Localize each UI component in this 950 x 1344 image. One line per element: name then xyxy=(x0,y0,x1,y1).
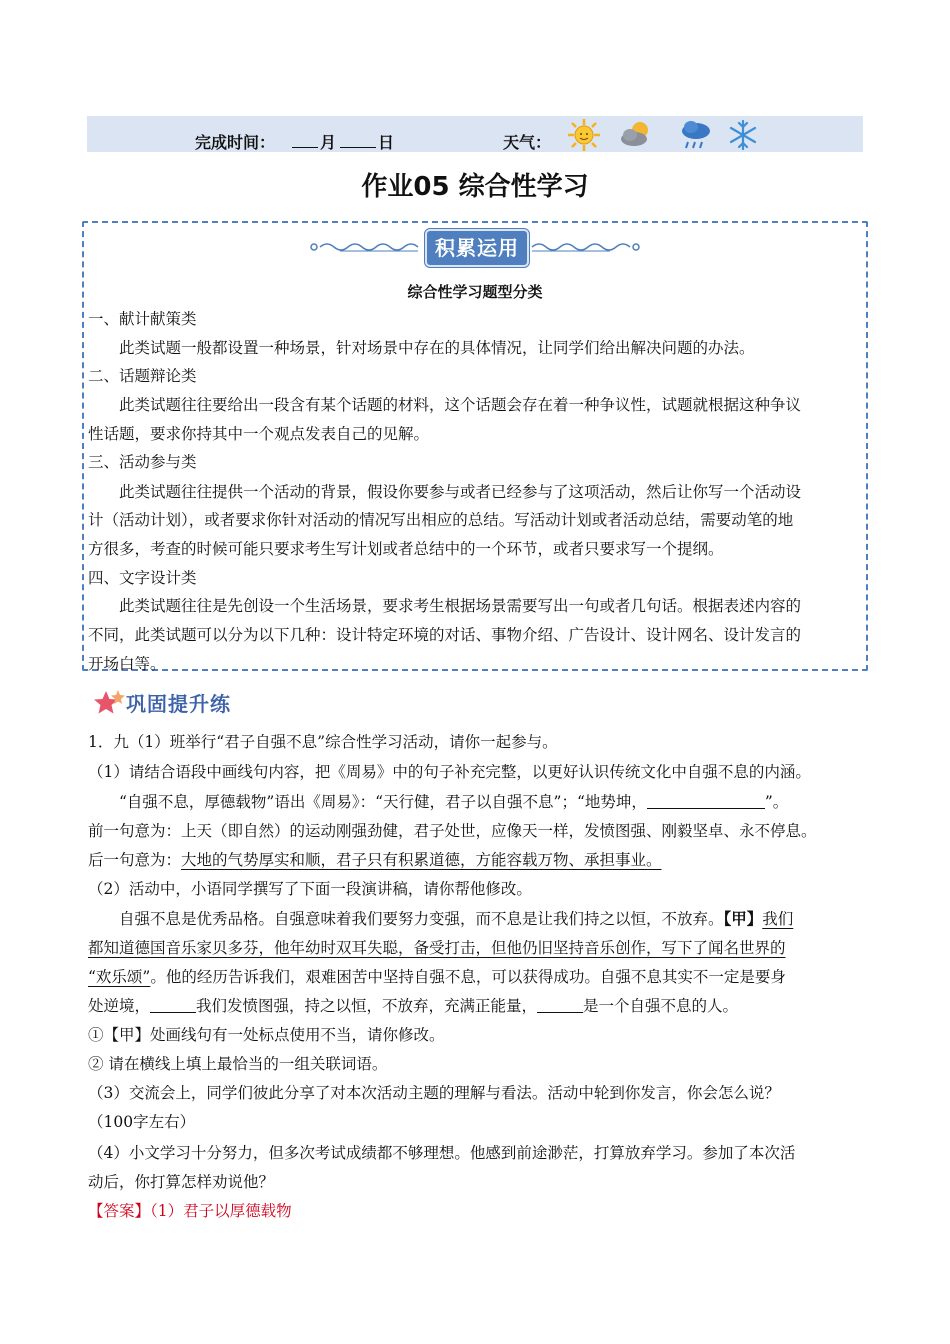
box-line: 四、文字设计类 xyxy=(88,569,197,587)
speech-text: 我们发愤图强，持之以恒，不放弃，充满正能量， xyxy=(196,997,538,1015)
question-1-part-1: （1）请结合语段中画线句内容，把《周易》中的句子补充完整，以更好认识传统文化中自强不息的内涵。 xyxy=(88,763,811,781)
speech-text: 处逆境， xyxy=(88,997,151,1015)
box-line: 此类试题往往提供一个活动的背景，假设你要参与或者已经参与了这项活动，然后让你写一个活动设 xyxy=(119,483,802,501)
partly-cloudy-icon[interactable] xyxy=(618,117,654,153)
section-title: 巩固提升练 xyxy=(126,692,231,716)
day-label: 日 xyxy=(378,133,395,152)
question-1-part-2: （2）活动中，小语同学撰写了下面一段演讲稿，请你帮他修改。 xyxy=(88,880,532,898)
box-line: 三、活动参与类 xyxy=(88,453,197,471)
box-subtitle: 综合性学习题型分类 xyxy=(407,283,543,301)
explanation-prefix: 后一句意为： xyxy=(88,851,182,869)
sun-icon[interactable] xyxy=(566,117,602,153)
completion-time-label: 完成时间： xyxy=(195,133,276,152)
section-consolidate xyxy=(92,686,292,720)
explanation-line: 前一句意为：上天（即自然）的运动刚强劲健，君子处世，应像天一样，发愤图强、刚毅坚卓、永不停息。 xyxy=(88,822,817,840)
speech-text: 。他的经历告诉我们，艰难困苦中坚持自强不息，可以获得成功。自强不息其实不一定是要身 xyxy=(150,968,786,986)
quote-text: “自强不息，厚德载物”语出《周易》：“天行健，君子以自强不息”；“地势坤， xyxy=(119,793,647,811)
box-line: 此类试题往往要给出一段含有某个话题的材料，这个话题会存在着一种争议性，试题就根据这种争议 xyxy=(119,396,802,414)
badge-decoration xyxy=(300,227,650,267)
mark-jia: 【甲】 xyxy=(723,909,763,928)
box-line: 性话题，要求你持其中一个观点发表自己的见解。 xyxy=(88,425,430,443)
rain-cloud-icon[interactable] xyxy=(678,117,714,153)
speech-line-4 xyxy=(88,996,738,1016)
month-blank[interactable] xyxy=(292,131,318,148)
answer-label: 【答案】 xyxy=(88,1202,151,1220)
question-1-part-3: （3）交流会上，同学们彼此分享了对本次活动主题的理解与看法。活动中轮到你发言，你会怎么说？ xyxy=(88,1084,780,1102)
speech-text: 自强不息是优秀品格。自强意味着我们要努力变强，而不息是让我们持之以恒，不放弃。 xyxy=(119,910,724,928)
speech-line-2 xyxy=(88,938,786,958)
speech-line-3 xyxy=(88,967,786,987)
box-line: 不同，此类试题可以分为以下几种：设计特定环境的对话、事物介绍、广告设计、设计网名、设计发言的 xyxy=(88,626,802,644)
sub-question-2: ② 请在横线上填上最恰当的一组关联词语。 xyxy=(88,1055,388,1073)
speech-underlined: 都知道德国音乐家贝多芬，他年幼时双耳失聪，备受打击，但他仍旧坚持音乐创作，写下了闻名世界的 xyxy=(88,939,786,957)
explanation-line-2 xyxy=(88,850,662,870)
star-icon xyxy=(92,688,126,718)
conjunction-blank-2[interactable] xyxy=(537,996,583,1013)
box-line: 方很多，考查的时候可能只要求考生写计划或者总结中的一个环节，或者只要求写一个提纲。 xyxy=(88,540,724,558)
speech-text: 是一个自强不息的人。 xyxy=(583,997,739,1015)
sub-question-1: ①【甲】处画线句有一处标点使用不当，请你修改。 xyxy=(88,1026,445,1044)
conjunction-blank-1[interactable] xyxy=(150,996,196,1013)
box-line: 计（活动计划），或者要求你针对活动的情况写出相应的总结。写活动计划或者活动总结，需要动笔的地 xyxy=(88,511,794,529)
answer-text: （1）君子以厚德载物 xyxy=(150,1202,292,1220)
quote-end: ”。 xyxy=(764,793,789,811)
box-line: 一、献计献策类 xyxy=(88,310,197,328)
underlined-sentence: 大地的气势厚实和顺，君子只有积累道德，方能容载万物、承担事业。 xyxy=(181,851,662,869)
quote-line xyxy=(119,792,788,812)
day-blank[interactable] xyxy=(340,131,376,148)
snowflake-icon[interactable] xyxy=(725,117,761,153)
question-1: 1．九（1）班举行“君子自强不息”综合性学习活动，请你一起参与。 xyxy=(88,733,558,751)
box-line: 开场白等。 xyxy=(88,655,166,673)
question-1-part-4-cont: 动后，你打算怎样劝说他？ xyxy=(88,1173,275,1191)
answer-line xyxy=(88,1201,292,1221)
month-label: 月 xyxy=(320,133,337,152)
question-1-part-3-note: （100字左右） xyxy=(88,1113,196,1131)
speech-line-1 xyxy=(119,909,793,929)
box-line: 二、话题辩论类 xyxy=(88,367,197,385)
speech-underlined: “欢乐颂” xyxy=(88,968,151,986)
speech-underlined: 我们 xyxy=(762,910,794,928)
page-title: 作业05 综合性学习 xyxy=(361,172,589,202)
badge-accumulate: 积累运用 xyxy=(425,229,529,267)
question-1-part-4: （4）小文学习十分努力，但多次考试成绩都不够理想。他感到前途渺茫，打算放弃学习。参加了本次活 xyxy=(88,1144,796,1162)
fill-blank[interactable] xyxy=(647,792,765,809)
box-line: 此类试题一般都设置一种场景，针对场景中存在的具体情况，让同学们给出解决问题的办法。 xyxy=(119,339,755,357)
weather-label: 天气： xyxy=(503,133,552,152)
box-line: 此类试题往往是先创设一个生活场景，要求考生根据场景需要写出一句或者几句话。根据表述内容的 xyxy=(119,597,802,615)
